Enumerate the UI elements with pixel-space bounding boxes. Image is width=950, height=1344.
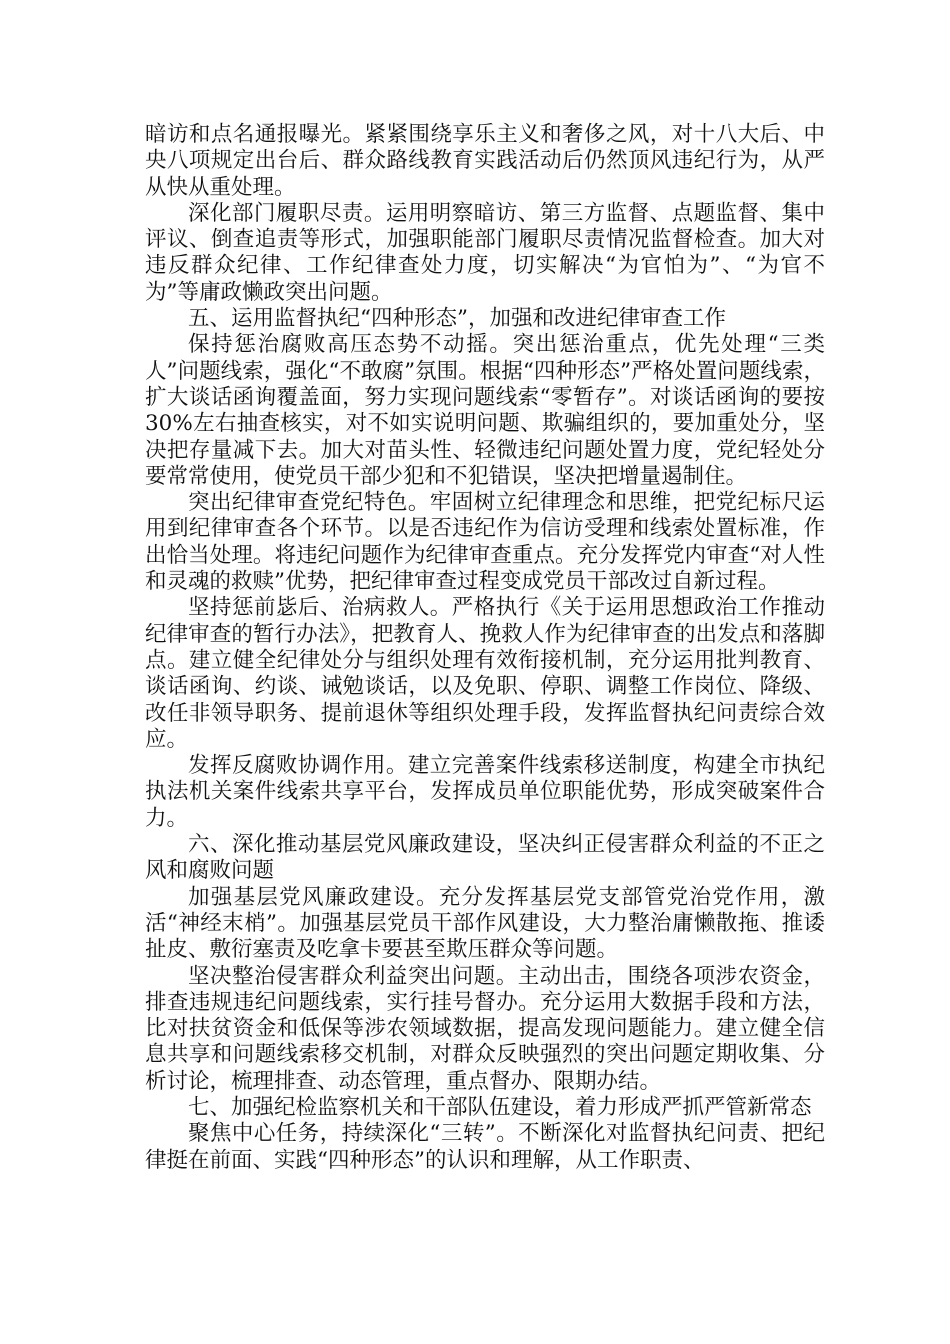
paragraph-10: 坚决整治侵害群众利益突出问题。主动出击，围绕各项涉农资金，排查违规违纪问题线索，实行挂号督办。充分运用大数据手段和方法，比对扶贫资金和低保等涉农领域数据，提高发现问题能力。建立健全信息共享和问题线索移交机制，对群众反映强烈的突出问题定期收集、分析讨论，梳理排查、动态管理，重点督办、限期办结。 [145, 963, 825, 1094]
paragraph-4: 保持惩治腐败高压态势不动摇。突出惩治重点，优先处理“三类人”问题线索，强化“不敢腐”氛围。根据“四种形态”严格处置问题线索，扩大谈话函询覆盖面，努力实现问题线索“零暂存”。对谈话函询的要按30%左右抽查核实，对不如实说明问题、欺骗组织的，要加重处分，坚决把存量减下去。加大对苗头性、轻微违纪问题处置力度，党纪轻处分要常常使用，使党员干部少犯和不犯错误，坚决把增量遏制住。 [145, 332, 825, 489]
paragraph-5: 突出纪律审查党纪特色。牢固树立纪律理念和思维，把党纪标尺运用到纪律审查各个环节。以是否违纪作为信访受理和线索处置标准，作出恰当处理。将违纪问题作为纪律审查重点。充分发挥党内审查“对人性和灵魂的救赎”优势，把纪律审查过程变成党员干部改过自新过程。 [145, 490, 825, 595]
paragraph-7: 发挥反腐败协调作用。建立完善案件线索移送制度，构建全市执纪执法机关案件线索共享平台，发挥成员单位职能优势，形成突破案件合力。 [145, 753, 825, 831]
document-body [145, 122, 825, 1174]
paragraph-6: 坚持惩前毖后、治病救人。严格执行《关于运用思想政治工作推动纪律审查的暂行办法》，把教育人、挽救人作为纪律审查的出发点和落脚点。建立健全纪律处分与组织处理有效衔接机制，充分运用批判教育、谈话函询、约谈、诫勉谈话，以及免职、停职、调整工作岗位、降级、改任非领导职务、提前退休等组织处理手段，发挥监督执纪问责综合效应。 [145, 595, 825, 752]
paragraph-12: 聚焦中心任务，持续深化“三转”。不断深化对监督执纪问责、把纪律挺在前面、实践“四种形态”的认识和理解，从工作职责、 [145, 1121, 825, 1173]
paragraph-2: 深化部门履职尽责。运用明察暗访、第三方监督、点题监督、集中评议、倒查追责等形式，加强职能部门履职尽责情况监督检查。加大对违反群众纪律、工作纪律查处力度，切实解决“为官怕为”、“为官不为”等庸政懒政突出问题。 [145, 200, 825, 305]
paragraph-9: 加强基层党风廉政建设。充分发挥基层党支部管党治党作用，激活“神经末梢”。加强基层党员干部作风建设，大力整治庸懒散拖、推诿扯皮、敷衍塞责及吃拿卡要甚至欺压群众等问题。 [145, 884, 825, 963]
paragraph-1: 暗访和点名通报曝光。紧紧围绕享乐主义和奢侈之风，对十八大后、中央八项规定出台后、群众路线教育实践活动后仍然顶风违纪行为，从严从快从重处理。 [145, 122, 825, 200]
section-heading-5: 五、运用监督执纪“四种形态”，加强和改进纪律审查工作 [188, 306, 726, 332]
section-heading-7: 七、加强纪检监察机关和干部队伍建设，着力形成严抓严管新常态 [188, 1094, 812, 1120]
section-heading-6: 六、深化推动基层党风廉政建设，坚决纠正侵害群众利益的不正之风和腐败问题 [145, 832, 825, 884]
